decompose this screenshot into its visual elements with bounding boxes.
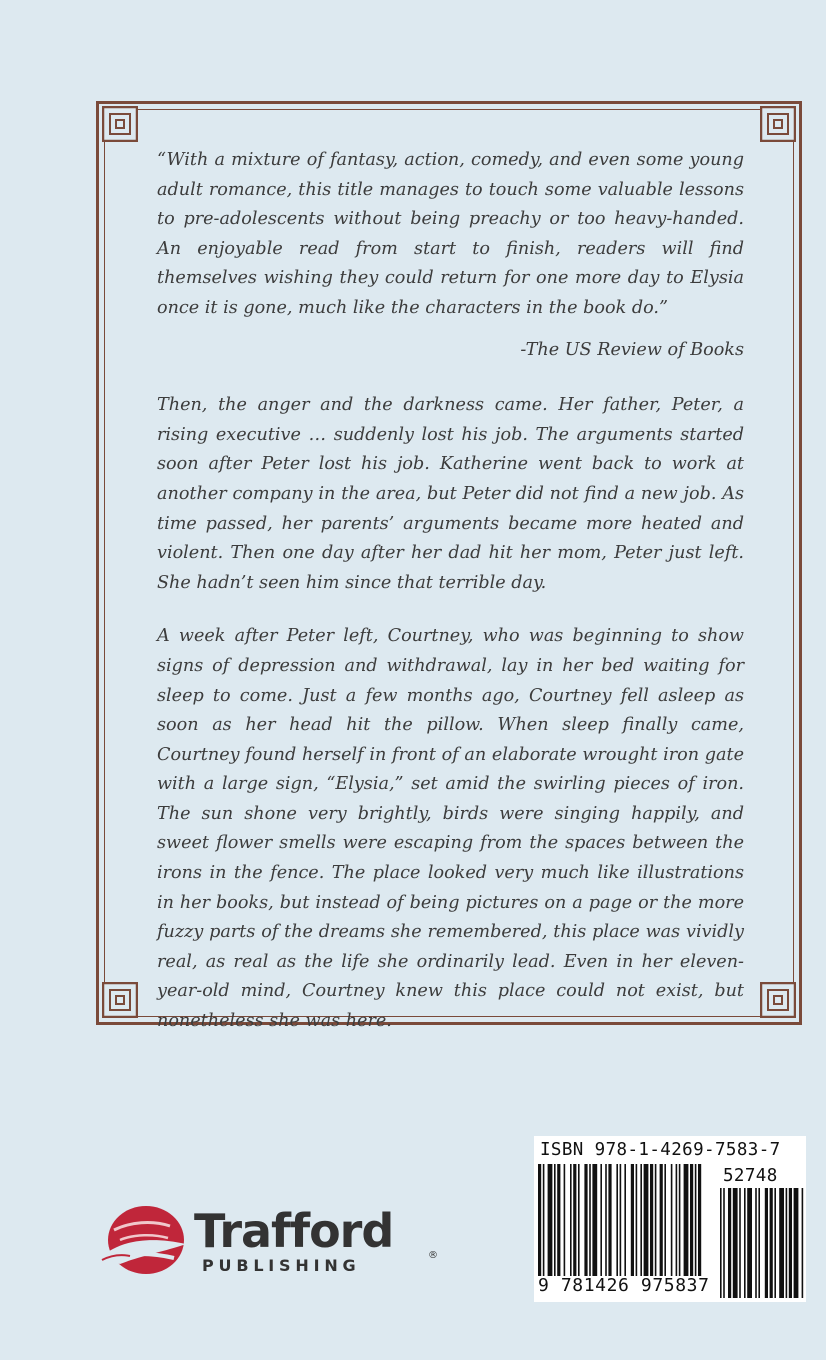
frame-corner-ornament-bottom-right <box>760 982 796 1018</box>
registered-mark: ® <box>428 1250 438 1261</box>
barcode-bar <box>616 1164 618 1276</box>
barcode-bar <box>698 1164 701 1276</box>
barcode-bar <box>684 1164 689 1276</box>
price-code: 52748 <box>723 1166 778 1186</box>
barcode-addon-bar <box>770 1188 773 1298</box>
barcode-bar <box>548 1164 553 1276</box>
barcode-addon-bar <box>723 1188 725 1298</box>
barcode-addon-bar <box>755 1188 757 1298</box>
trafford-emblem-icon <box>90 1200 190 1284</box>
synopsis-paragraph-1: Then, the anger and the darkness came. Her father, Peter, a rising executive … suddenly lost his job. The arguments started soon after Peter lost his job. Katherine went back to work at another company in the area, but Peter did not find a new job. As time passed, her parents’ arguments became more heated and violent. Then one day after her dad hit her mom, Peter just left. She hadn’t seen him since that terrible day. <box>157 395 744 593</box>
barcode-addon-bar <box>794 1188 799 1298</box>
barcode-bar <box>570 1164 572 1276</box>
barcode-bar <box>671 1164 673 1276</box>
isbn-label: ISBN 978-1-4269-7583-7 <box>540 1140 781 1160</box>
frame-corner-ornament-bottom-left <box>102 982 138 1018</box>
barcode-addon-bar <box>747 1188 752 1298</box>
barcode-bar <box>538 1164 541 1276</box>
barcode-addon-bar <box>733 1188 738 1298</box>
barcode-bar <box>543 1164 545 1276</box>
barcode-bar <box>655 1164 657 1276</box>
frame-corner-ornament-top-left <box>102 106 138 142</box>
frame-corner-ornament-top-right <box>760 106 796 142</box>
barcode-bar <box>679 1164 681 1276</box>
barcode-bar <box>557 1164 560 1276</box>
barcode-addon-bar <box>758 1188 760 1298</box>
barcode-bar <box>600 1164 602 1276</box>
barcode-bar <box>573 1164 576 1276</box>
review-attribution: -The US Review of Books <box>520 339 744 360</box>
barcode-addon-bar <box>789 1188 792 1298</box>
barcode-bar <box>695 1164 697 1276</box>
barcode-addon-bar <box>728 1188 731 1298</box>
ean-digits: 9 781426 975837 <box>538 1275 710 1296</box>
barcode-addon-bar <box>739 1188 741 1298</box>
publisher-tagline: PUBLISHING <box>202 1256 361 1275</box>
barcode-bar <box>676 1164 678 1276</box>
barcode-bar <box>640 1164 642 1276</box>
barcode-addon-bar <box>802 1188 804 1298</box>
barcode-bar <box>636 1164 638 1276</box>
barcode-bar <box>624 1164 626 1276</box>
barcode-bar <box>554 1164 556 1276</box>
publisher-logo <box>90 1200 450 1290</box>
barcode-bar <box>644 1164 649 1276</box>
barcode-addon-bar <box>720 1188 722 1298</box>
barcode-bar <box>592 1164 597 1276</box>
back-cover-text <box>157 146 744 1037</box>
barcode-bar <box>605 1164 607 1276</box>
publisher-name: Trafford <box>194 1204 394 1258</box>
barcode-bar <box>690 1164 693 1276</box>
barcode-bar <box>631 1164 634 1276</box>
barcode-bar <box>650 1164 653 1276</box>
barcode-bar <box>564 1164 566 1276</box>
barcode-addon-bar <box>744 1188 746 1298</box>
barcode-addon-bar <box>765 1188 768 1298</box>
synopsis-paragraph-2: A week after Peter left, Courtney, who was beginning to show signs of depression and withdrawal, lay in her bed waiting for sleep to come. Just a few months ago, Courtney fell asleep as soon as her head hit the pillow. When sleep finally came, Courtney found herself in front of an elaborate wrought iron gate with a large sign, “Elysia,” set amid the swirling pieces of iron. The sun shone very brightly, birds were singing happily, and sweet flower smells were escaping from the spaces between the irons in the fence. The place looked very much like illustrations in her books, but instead of being pictures on a page or the more fuzzy parts of the dreams she remembered, this place was vividly real, as real as the life she ordinarily lead. Even in her eleven-year-old mind, Courtney knew this place could not exist, but nonetheless she was here. <box>157 626 744 1032</box>
barcode-addon-bar <box>779 1188 784 1298</box>
barcode-addon-bar <box>774 1188 776 1298</box>
barcode-bar <box>664 1164 666 1276</box>
barcode-bar <box>589 1164 591 1276</box>
barcode-bar <box>578 1164 580 1276</box>
barcode-bar <box>584 1164 587 1276</box>
barcode-bar <box>608 1164 611 1276</box>
barcode-bar <box>620 1164 622 1276</box>
barcode-addon-bar <box>786 1188 788 1298</box>
review-quote: “With a mixture of fantasy, action, comedy, and even some young adult romance, this title manages to touch some valuable lessons to pre-adolescents without being preachy or too heavy-handed. An enjoyable read from start to finish, readers will find themselves wishing they could return for one more day to Elysia once it is gone, much like the characters in the book do.” <box>157 150 744 318</box>
barcode-bar <box>660 1164 663 1276</box>
